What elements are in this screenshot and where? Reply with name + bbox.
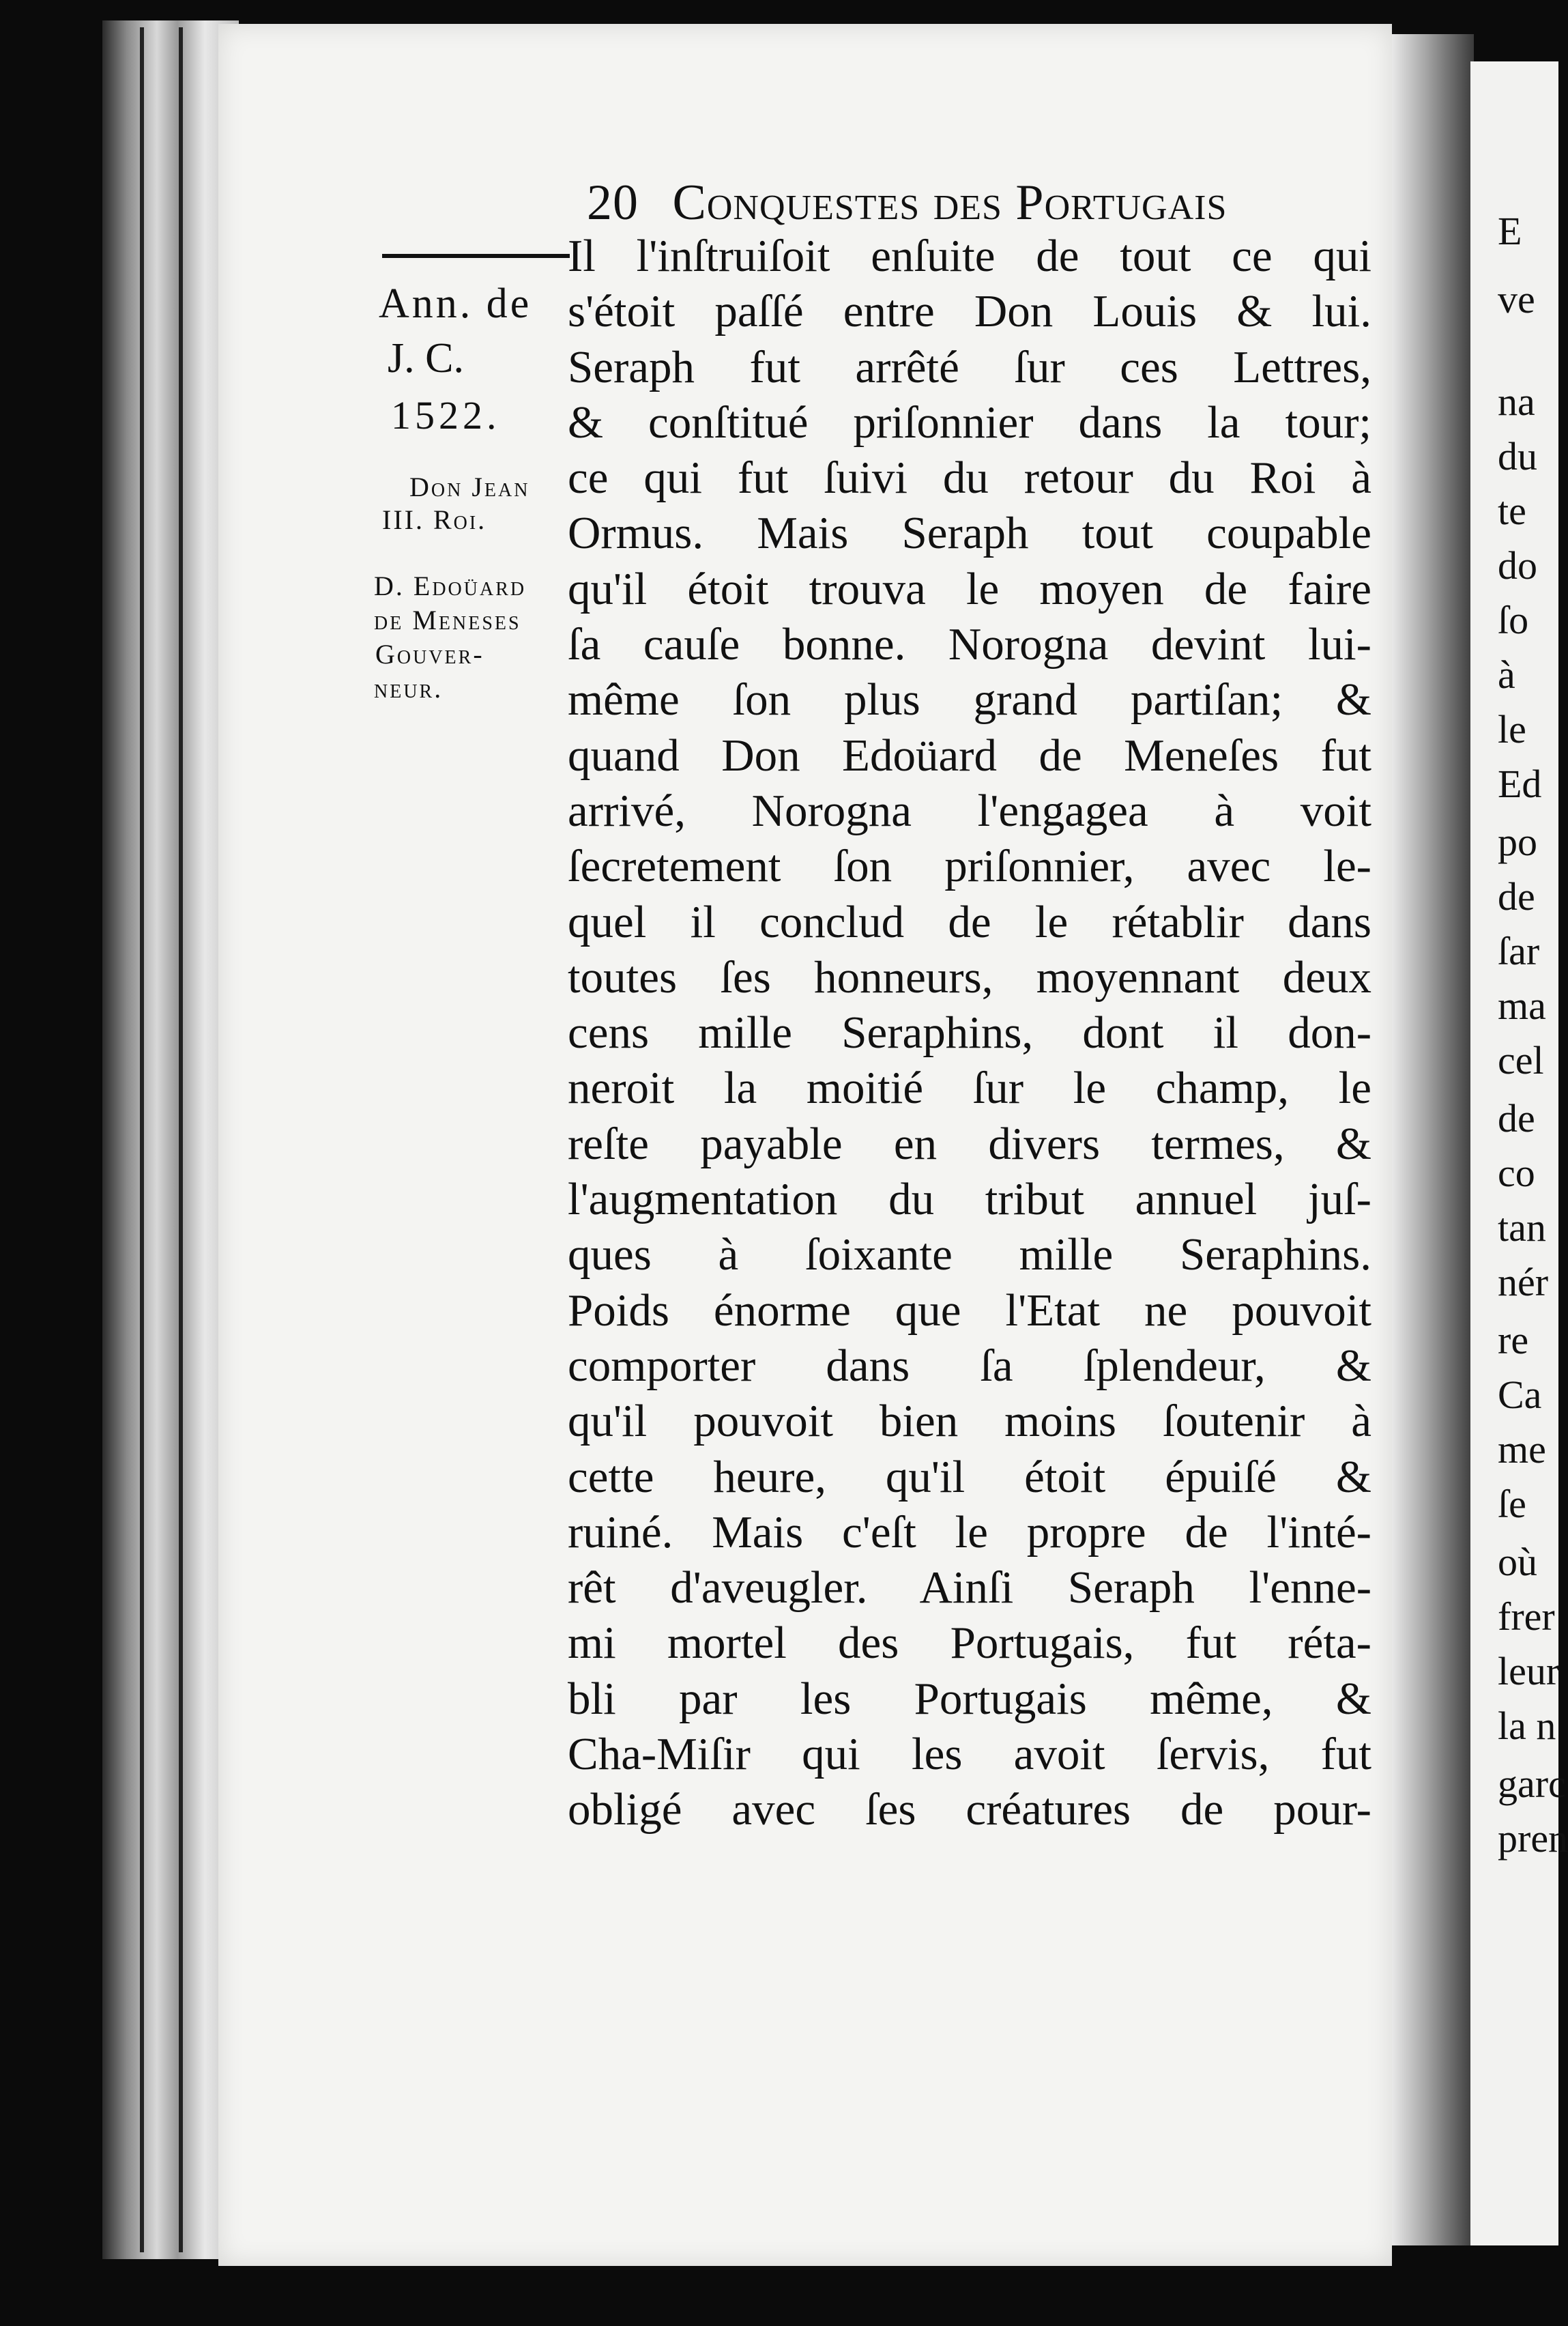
body-text — [568, 229, 1371, 1838]
text-line: cens mille Seraphins, dont il don- — [568, 1007, 1371, 1059]
text-line: s'étoit paſſé entre Don Louis & lui. — [568, 286, 1371, 337]
facing-page-fragment: ſo — [1498, 598, 1529, 642]
text-line: cette heure, qu'il étoit épuiſé & — [568, 1451, 1371, 1502]
facing-page-fragment: Ed — [1498, 762, 1542, 806]
text-line: neroit la moitié ſur le champ, le — [568, 1063, 1371, 1114]
page-edge-line — [140, 27, 144, 2252]
text-line: rêt d'aveugler. Ainſi Seraph l'enne- — [568, 1562, 1371, 1613]
text-line: & conſtitué priſonnier dans la tour; — [568, 397, 1371, 448]
facing-page-fragment: me — [1498, 1427, 1546, 1471]
text-line: ques à ſoixante mille Seraphins. — [568, 1229, 1371, 1280]
text-line: Seraph fut arrêté ſur ces Lettres, — [568, 341, 1371, 392]
text-line: quel il conclud de le rétablir dans — [568, 896, 1371, 947]
facing-page-fragment: E — [1498, 209, 1522, 253]
facing-page-fragment: à — [1498, 652, 1515, 697]
text-line: ruiné. Mais c'eſt le propre de l'inté- — [568, 1506, 1371, 1557]
facing-page-fragment: ma — [1498, 983, 1546, 1028]
facing-page-fragment: po — [1498, 820, 1537, 864]
facing-page-fragment: frer — [1498, 1594, 1555, 1639]
facing-page-fragment: de — [1498, 874, 1535, 919]
margin-note-year: 1522. — [391, 393, 501, 437]
margin-note-governor-3: Gouver- — [375, 639, 484, 670]
margin-note-ann: Ann. de — [379, 281, 532, 327]
facing-page-fragment: Ca — [1498, 1373, 1542, 1417]
facing-page-fragment: le — [1498, 707, 1526, 751]
text-line: obligé avec ſes créatures de pour- — [568, 1784, 1371, 1835]
text-line: arrivé, Norogna l'engagea à voit — [568, 785, 1371, 836]
text-line: Poids énorme que l'Etat ne pouvoit — [568, 1284, 1371, 1336]
facing-page-fragment: ſar — [1498, 929, 1540, 973]
text-line: ce qui fut ſuivi du retour du Roi à — [568, 453, 1371, 504]
text-line: l'augmentation du tribut annuel juſ- — [568, 1174, 1371, 1225]
facing-page-fragment: re — [1498, 1318, 1529, 1362]
page-number: 20 — [587, 175, 639, 231]
text-line: mi mortel des Portugais, fut réta- — [568, 1618, 1371, 1669]
facing-page-fragment: do — [1498, 543, 1537, 588]
text-line: même ſon plus grand partiſan; & — [568, 674, 1371, 726]
facing-page-fragment: pren — [1498, 1816, 1568, 1861]
margin-note-governor-1: D. Edoüard — [374, 571, 527, 601]
text-line: ſa cauſe bonne. Norogna devint lui- — [568, 619, 1371, 670]
text-line: Cha-Miſir qui les avoit ſervis, fut — [568, 1729, 1371, 1780]
facing-page-fragment: nér — [1498, 1260, 1549, 1304]
facing-page-fragment: cel — [1498, 1038, 1544, 1082]
facing-page-fragment: ſe — [1498, 1482, 1526, 1526]
margin-note-king-2: III. Roi. — [382, 504, 487, 535]
facing-page-fragment: na — [1498, 379, 1535, 424]
page-edge-line — [179, 27, 183, 2252]
text-line: bli par les Portugais même, & — [568, 1673, 1371, 1724]
facing-page-fragment: où — [1498, 1540, 1537, 1584]
margin-rule — [382, 254, 570, 258]
text-line: Ormus. Mais Seraph tout coupable — [568, 508, 1371, 559]
facing-page-fragment: la n — [1498, 1704, 1556, 1748]
facing-page-fragment: tan — [1498, 1205, 1546, 1250]
text-line: Il l'inſtruiſoit enſuite de tout ce qui — [568, 231, 1371, 281]
text-line: qu'il pouvoit bien moins ſoutenir à — [568, 1396, 1371, 1447]
facing-page-fragment: ve — [1498, 277, 1535, 321]
text-line: quand Don Edoüard de Meneſes fut — [568, 730, 1371, 781]
text-line: comporter dans ſa ſplendeur, & — [568, 1340, 1371, 1391]
facing-page-fragment: te — [1498, 489, 1526, 533]
book-gutter — [1392, 34, 1474, 2245]
facing-page-fragment: du — [1498, 434, 1537, 478]
text-line: toutes ſes honneurs, moyennant deux — [568, 951, 1371, 1003]
text-line: qu'il étoit trouva le moyen de faire — [568, 563, 1371, 614]
facing-page-fragment: de — [1498, 1096, 1535, 1140]
running-title: Conquestes des Portugais — [672, 175, 1228, 231]
margin-note-governor-4: neur. — [374, 673, 444, 704]
facing-page-fragment: leur — [1498, 1649, 1560, 1693]
margin-note-governor-2: de Meneses — [374, 605, 521, 635]
facing-page-fragment: co — [1498, 1151, 1535, 1195]
margin-note-jc: J. C. — [388, 335, 464, 382]
running-head — [587, 174, 1378, 235]
margin-note-king-1: Don Jean — [409, 472, 530, 502]
facing-page-fragment: garc — [1498, 1762, 1566, 1806]
text-line: reſte payable en divers termes, & — [568, 1118, 1371, 1169]
facing-page — [1470, 61, 1568, 2245]
text-line: ſecretement ſon priſonnier, avec le- — [568, 841, 1371, 892]
